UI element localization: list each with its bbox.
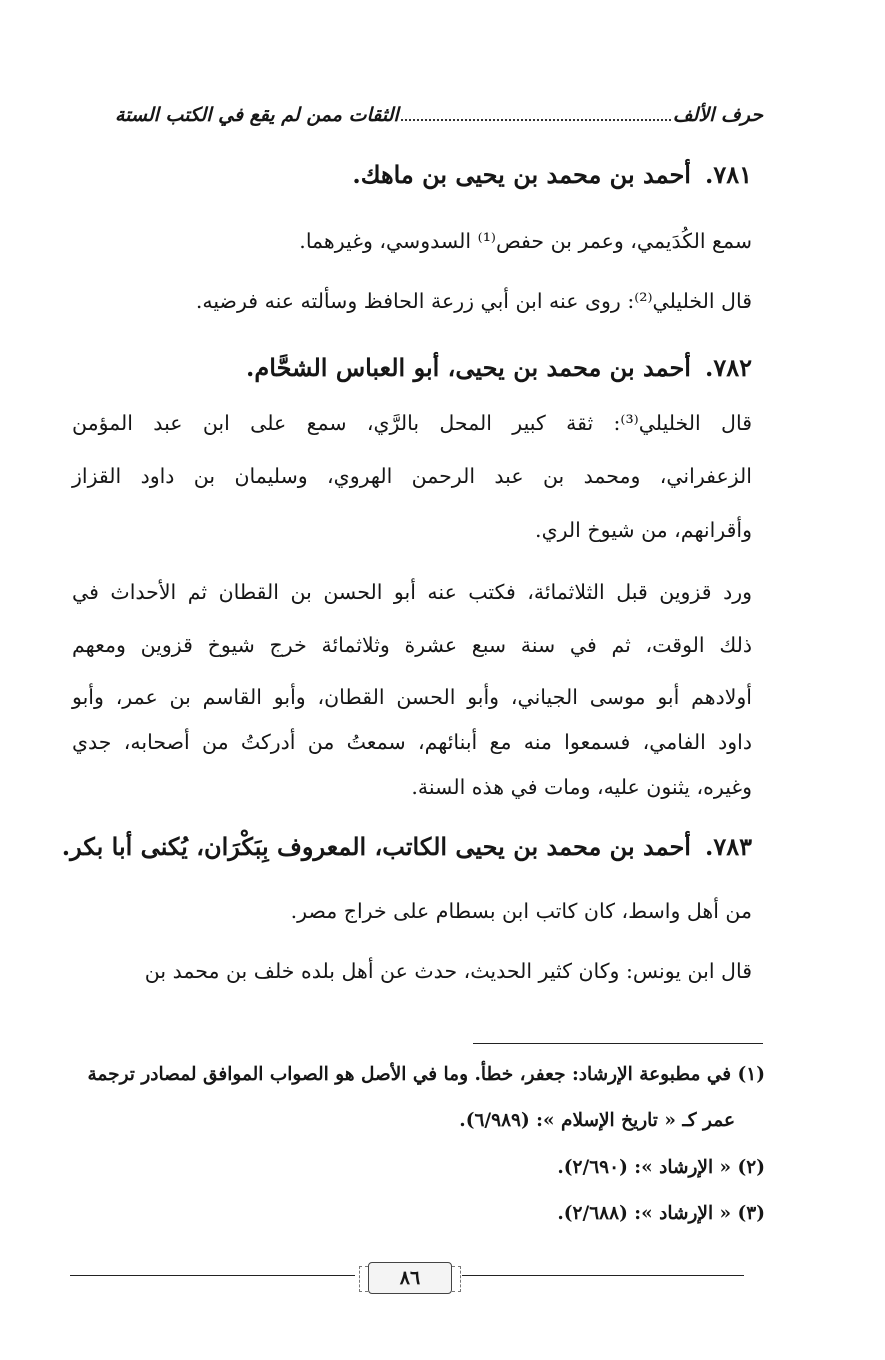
body-line: الزعفراني، ومحمد بن عبد الرحمن الهروي، وسليمان بن داود القزاز — [72, 464, 752, 488]
footnote-continuation: عمر كـ « تاريخ الإسلام »: (٦/٩٨٩). — [459, 1110, 735, 1131]
entry-number: ٧٨٣. — [704, 832, 752, 861]
body-line: ذلك الوقت، ثم في سنة سبع عشرة وثلاثمائة خرج شيوخ قزوين ومعهم — [72, 633, 752, 657]
body-line: داود الفامي، فسمعوا منه مع أبنائهم، سمعتُ من أدركتُ من أصحابه، جدي — [72, 730, 752, 754]
page-number-box — [368, 1262, 452, 1294]
body-line: أولادهم أبو موسى الجياني، وأبو الحسن القطان، وأبو القاسم بن عمر، وأبو — [72, 685, 752, 709]
entry-number: ٧٨٢. — [704, 353, 752, 382]
bottom-rule-right — [462, 1275, 744, 1276]
footnote: (١) في مطبوعة الإرشاد: جعفر، خطأ. وما في الأصل هو الصواب الموافق لمصادر ترجمة — [87, 1064, 765, 1085]
entry-name: أحمد بن محمد بن يحيى الكاتب، المعروف بِبَكْرَان، يُكنى أبا بكر. — [61, 832, 691, 861]
footnote: (٣) « الإرشاد »: (٢/٦٨٨). — [557, 1203, 765, 1224]
entry-title — [246, 353, 752, 382]
body-paragraph: سمع الكُدَيمي، وعمر بن حفص⁽¹⁾ السدوسي، وغيرهما. — [299, 229, 752, 253]
running-header — [115, 104, 763, 126]
header-chapter: حرف الألف — [672, 104, 763, 126]
header-book-title: الثقات ممن لم يقع في الكتب الستة — [115, 104, 399, 126]
body-paragraph: قال ابن يونس: وكان كثير الحديث، حدث عن أهل بلده خلف بن محمد بن — [144, 959, 752, 983]
bottom-rule-left — [70, 1275, 355, 1276]
entry-title — [352, 160, 752, 189]
page-number: ٨٦ — [399, 1267, 421, 1289]
footnote-separator — [473, 1043, 763, 1044]
body-paragraph: من أهل واسط، كان كاتب ابن بسطام على خراج مصر. — [290, 899, 752, 923]
entry-name: أحمد بن محمد بن يحيى بن ماهك. — [352, 160, 691, 189]
body-line: وغيره، يثنون عليه، ومات في هذه السنة. — [411, 775, 752, 799]
entry-name: أحمد بن محمد بن يحيى، أبو العباس الشحَّام. — [246, 353, 691, 382]
body-line: قال الخليلي⁽³⁾: ثقة كبير المحل بالرَّي، سمع على ابن عبد المؤمن — [72, 411, 752, 435]
footnote: (٢) « الإرشاد »: (٢/٦٩٠). — [557, 1157, 765, 1178]
body-line: وأقرانهم، من شيوخ الري. — [535, 518, 752, 542]
entry-number: ٧٨١. — [704, 160, 752, 189]
header-dotted-leader — [401, 105, 671, 121]
body-paragraph: قال الخليلي⁽²⁾: روى عنه ابن أبي زرعة الحافظ وسألته عنه فرضيه. — [195, 289, 752, 313]
entry-title — [62, 832, 752, 861]
body-line: ورد قزوين قبل الثلاثمائة، فكتب عنه أبو الحسن بن القطان ثم الأحداث في — [72, 580, 752, 604]
